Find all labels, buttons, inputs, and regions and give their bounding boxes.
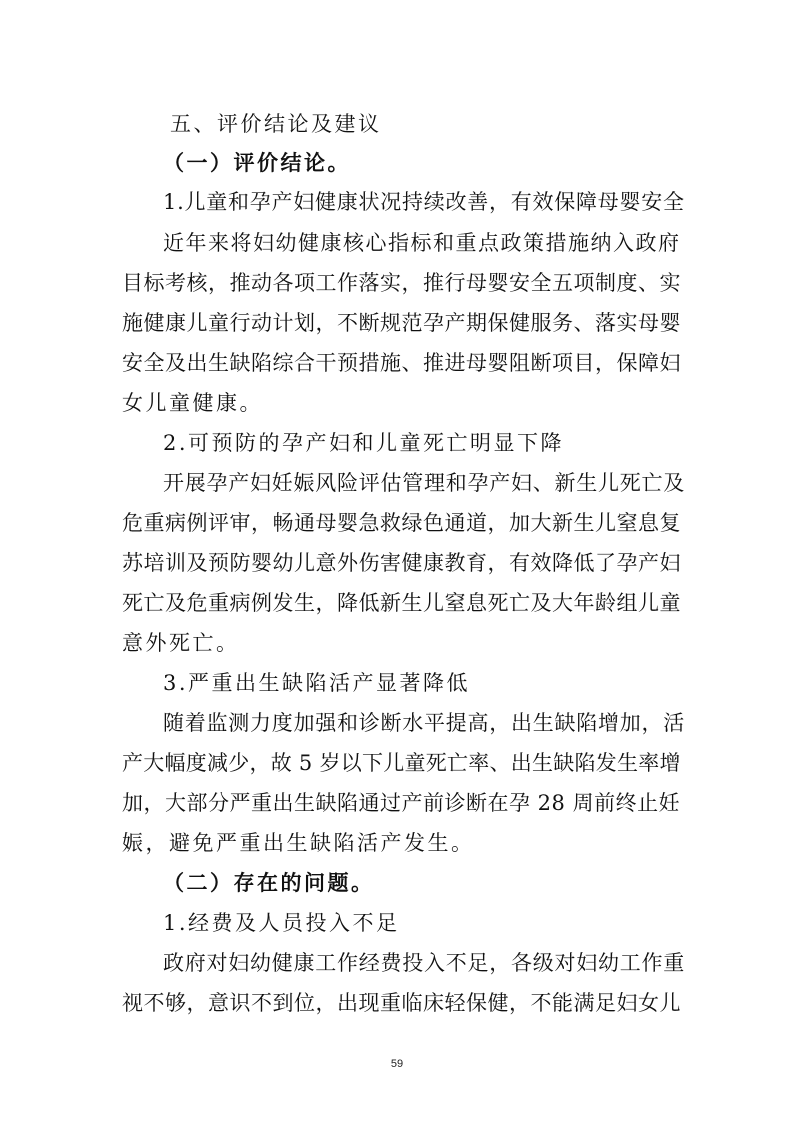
paragraph-line: 开展孕产妇妊娠风险评估管理和孕产妇、新生儿死亡及 xyxy=(163,471,685,495)
paragraph-line: 苏培训及预防婴幼儿意外伤害健康教育，有效降低了孕产妇 xyxy=(122,551,681,575)
item-title-2: 2.可预防的孕产妇和儿童死亡明显下降 xyxy=(163,431,565,455)
item-title-1: 1.儿童和孕产妇健康状况持续改善，有效保障母婴安全 xyxy=(163,190,685,214)
paragraph-line: 施健康儿童行动计划，不断规范孕产期保健服务、落实母婴 xyxy=(122,311,681,335)
paragraph-line: 产大幅度减少，故 5 岁以下儿童死亡率、出生缺陷发生率增 xyxy=(122,751,681,775)
subheading-evaluation-conclusion: （一）评价结论。 xyxy=(163,151,351,175)
paragraph-line: 目标考核，推动各项工作落实，推行母婴安全五项制度、实 xyxy=(122,271,681,295)
paragraph-line: 视不够，意识不到位，出现重临床轻保健，不能满足妇女儿 xyxy=(122,991,681,1015)
paragraph-line: 娠，避免严重出生缺陷活产发生。 xyxy=(122,831,475,855)
paragraph-line: 随着监测力度加强和诊断水平提高，出生缺陷增加，活 xyxy=(163,711,685,735)
section-heading: 五、评价结论及建议 xyxy=(170,112,382,136)
item-title-3: 3.严重出生缺陷活产显著降低 xyxy=(163,671,471,695)
paragraph-line: 加，大部分严重出生缺陷通过产前诊断在孕 28 周前终止妊 xyxy=(122,791,681,815)
paragraph-line: 女儿童健康。 xyxy=(122,391,263,415)
paragraph-line: 近年来将妇幼健康核心指标和重点政策措施纳入政府 xyxy=(163,231,681,255)
paragraph-line: 死亡及危重病例发生，降低新生儿窒息死亡及大年龄组儿童 xyxy=(122,591,681,615)
page-number: 59 xyxy=(390,1058,404,1070)
paragraph-line: 政府对妇幼健康工作经费投入不足，各级对妇幼工作重 xyxy=(163,951,685,975)
item-title-4: 1.经费及人员投入不足 xyxy=(163,911,400,935)
subheading-existing-problems: （二）存在的问题。 xyxy=(163,871,375,895)
paragraph-line: 危重病例评审，畅通母婴急救绿色通道，加大新生儿窒息复 xyxy=(122,511,681,535)
paragraph-line: 意外死亡。 xyxy=(122,631,240,655)
paragraph-line: 安全及出生缺陷综合干预措施、推进母婴阻断项目，保障妇 xyxy=(122,351,681,375)
